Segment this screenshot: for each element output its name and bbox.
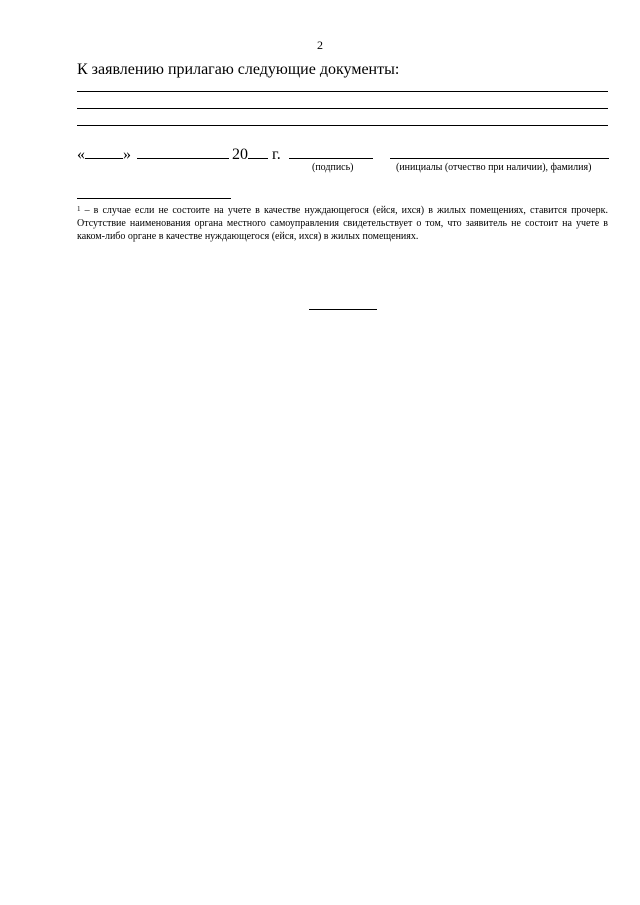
name-line (390, 158, 609, 159)
date-year-suffix: г. (272, 146, 281, 163)
page-number: 2 (317, 38, 323, 52)
end-of-document-rule (309, 309, 377, 310)
documents-blank-line-2 (77, 108, 608, 109)
date-day-blank (85, 143, 123, 159)
name-caption: (инициалы (отчество при наличии), фамилия) (396, 162, 592, 173)
footnote-marker: 1 (77, 205, 81, 213)
date-close-quote: » (123, 146, 131, 163)
documents-blank-line-3 (77, 125, 608, 126)
attached-documents-heading: К заявлению прилагаю следующие документы: (77, 61, 400, 78)
signature-caption: (подпись) (312, 162, 354, 173)
footnote (77, 204, 608, 243)
date-year-blank (248, 143, 268, 159)
footnote-text: – в случае если не состоите на учете в качестве нуждающегося (ейся, ихся) в жилых помещениях, ставится прочерк. Отсутствие наименования органа местного самоуправления свидетельствует о том, что заявитель не состоит на учете в каком-либо органе в качестве нуждающегося (ейся, ихся) в жилых помещениях. (77, 205, 608, 242)
date-month-blank (137, 143, 229, 159)
date-row (77, 143, 281, 165)
date-century: 20 (232, 146, 248, 163)
date-open-quote: « (77, 146, 85, 163)
footnote-separator (77, 198, 231, 199)
documents-blank-line-1 (77, 91, 608, 92)
signature-line (289, 158, 373, 159)
